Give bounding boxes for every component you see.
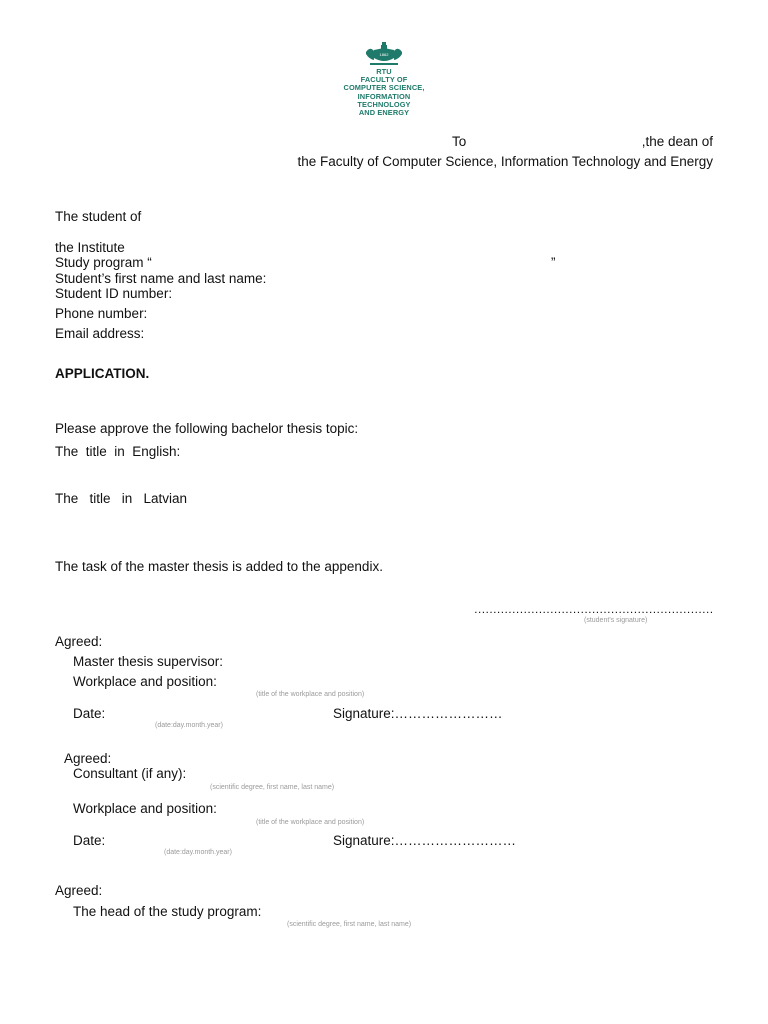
logo-line-6: AND ENERGY (358, 108, 410, 118)
head-role-label: The head of the study program: (73, 904, 262, 919)
student-name-label: Student’s first name and last name: (55, 271, 267, 286)
institute-label: the Institute (55, 240, 125, 255)
logo-line-3: COMPUTER SCIENCE, (343, 83, 425, 93)
head-agreed-label: Agreed: (55, 883, 103, 898)
title-latvian-label: The title in Latvian (55, 491, 188, 506)
title-english-label: The title in English: (55, 444, 181, 459)
logo-line-2: FACULTY OF (360, 75, 408, 85)
supervisor-date-label: Date: (73, 706, 106, 721)
supervisor-workplace-hint: (title of the workplace and position) (256, 691, 365, 698)
consultant-signature-label: Signature:……………………… (333, 833, 517, 848)
rtu-crest-icon (362, 42, 406, 68)
logo-line-5: TECHNOLOGY (357, 99, 411, 109)
task-appendix-text: The task of the master thesis is added to the appendix. (55, 559, 383, 574)
approve-text: Please approve the following bachelor thesis topic: (55, 421, 359, 436)
supervisor-role-label: Master thesis supervisor: (73, 654, 224, 669)
student-signature-hint: (student’s signature) (584, 617, 648, 624)
logo-year: 1862 (379, 52, 389, 57)
application-heading: APPLICATION. (55, 366, 150, 381)
consultant-workplace-label: Workplace and position: (73, 801, 217, 816)
consultant-role-hint: (scientific degree, first name, last name) (210, 784, 335, 791)
logo-line-1: RTU (376, 67, 392, 76)
supervisor-workplace-label: Workplace and position: (73, 674, 217, 689)
addressee-faculty: the Faculty of Computer Science, Information Technology and Energy (297, 154, 713, 169)
head-role-hint: (scientific degree, first name, last name) (287, 921, 412, 928)
supervisor-date-hint: (date:day.month.year) (155, 722, 223, 729)
consultant-date-label: Date: (73, 833, 106, 848)
student-id-label: Student ID number: (55, 286, 173, 301)
addressee-to: To (452, 134, 467, 149)
study-program-close-quote: ” (551, 255, 556, 270)
study-program-label: Study program “ (55, 255, 152, 270)
consultant-workplace-hint: (title of the workplace and position) (256, 819, 365, 826)
supervisor-agreed-label: Agreed: (55, 634, 103, 649)
supervisor-signature-label: Signature:…………………… (333, 706, 503, 721)
addressee-dean: ,the dean of (641, 134, 713, 149)
logo-line-4: INFORMATION (357, 91, 411, 101)
email-label: Email address: (55, 326, 145, 341)
consultant-role-label: Consultant (if any): (73, 766, 187, 781)
student-signature-line: ……………………………………………………… (473, 602, 713, 616)
student-of-label: The student of (55, 209, 142, 224)
phone-label: Phone number: (55, 306, 148, 321)
consultant-agreed-label: Agreed: (64, 751, 112, 766)
rtu-faculty-logo (336, 42, 432, 117)
consultant-date-hint: (date:day.month.year) (164, 849, 232, 856)
